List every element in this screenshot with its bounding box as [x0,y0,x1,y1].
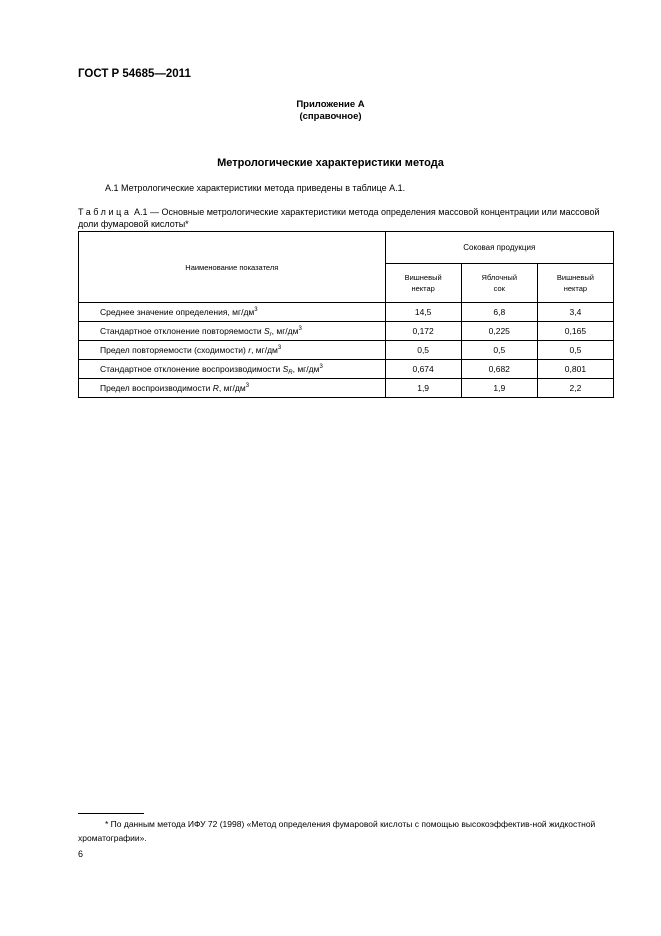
appendix-title: Приложение А [296,99,365,110]
table-cell-value: 0,225 [461,322,537,341]
table-cell-value: 0,674 [385,360,461,379]
row-label: Стандартное отклонение воспроизводимости $S_R$, $мг/дм^3$ [79,360,386,379]
intro-paragraph: А.1 Метрологические характеристики метода приведены в таблице А.1. [105,183,406,193]
table-row [79,303,614,322]
row-symbol: r [248,345,252,355]
table-row [79,322,614,341]
column-header-indicator: Наименование показателя [79,232,386,303]
table-caption-text: А.1 — Основные метрологические характеристики метода определения массовой концентрации или массовой доли фумаровой кислоты* [78,207,600,229]
table-row [79,379,614,398]
row-symbol: S [282,364,289,374]
metrology-table [78,231,614,398]
table-cell-value: 0,5 [537,341,613,360]
column-header-group: Соковая продукция [385,232,613,264]
column-header-product: Вишневый нектар [385,264,461,303]
table-cell-value: 0,5 [461,341,537,360]
row-label: Стандартное отклонение повторяемости $S_r$, $мг/дм^3$ [79,322,386,341]
table-cell-value: 14,5 [385,303,461,322]
document-standard-number: ГОСТ Р 54685—2011 [78,68,191,80]
table-cell-value: 3,4 [537,303,613,322]
table-row [79,360,614,379]
row-unit-exponent: 3 [277,345,282,351]
row-subscript: r [269,332,272,338]
section-title: Метрологические характеристики метода [217,157,444,169]
column-header-product: Яблочный сок [461,264,537,303]
row-label: Среднее значение определения, $мг/дм^3$ [79,303,386,322]
footnote-separator [78,813,144,814]
row-label: Предел повторяемости (сходимости) r, $мг/дм^3$ [79,341,386,360]
column-header-product: Вишневый нектар [537,264,613,303]
table-cell-value: 2,2 [537,379,613,398]
row-label: Предел воспроизводимости R, $мг/дм^3$ [79,379,386,398]
page-number: 6 [78,849,84,859]
table-cell-value: 0,801 [537,360,613,379]
footnote-text: * По данным метода ИФУ 72 (1998) «Метод определения фумаровой кислоты с помощью высокоэффектив-ной жидкостной хроматографии». [78,819,596,843]
table-cell-value: 1,9 [385,379,461,398]
table-caption-word: Таблица [78,207,132,217]
row-unit-exponent: 3 [254,307,258,313]
row-unit-exponent: 3 [245,383,250,389]
appendix-subtitle: (справочное) [299,111,362,122]
table-cell-value: 0,165 [537,322,613,341]
row-unit-exponent: 3 [298,326,302,332]
table-cell-value: 0,5 [385,341,461,360]
table-cell-value: 0,682 [461,360,537,379]
row-subscript: R [288,370,293,376]
appendix-heading [0,99,661,123]
table-cell-value: 6,8 [461,303,537,322]
row-unit-exponent: 3 [319,364,323,370]
table-cell-value: 1,9 [461,379,537,398]
table-caption [78,206,618,230]
table-cell-value: 0,172 [385,322,461,341]
row-symbol: S [263,326,270,336]
row-symbol: R [212,383,219,393]
table-row [79,341,614,360]
